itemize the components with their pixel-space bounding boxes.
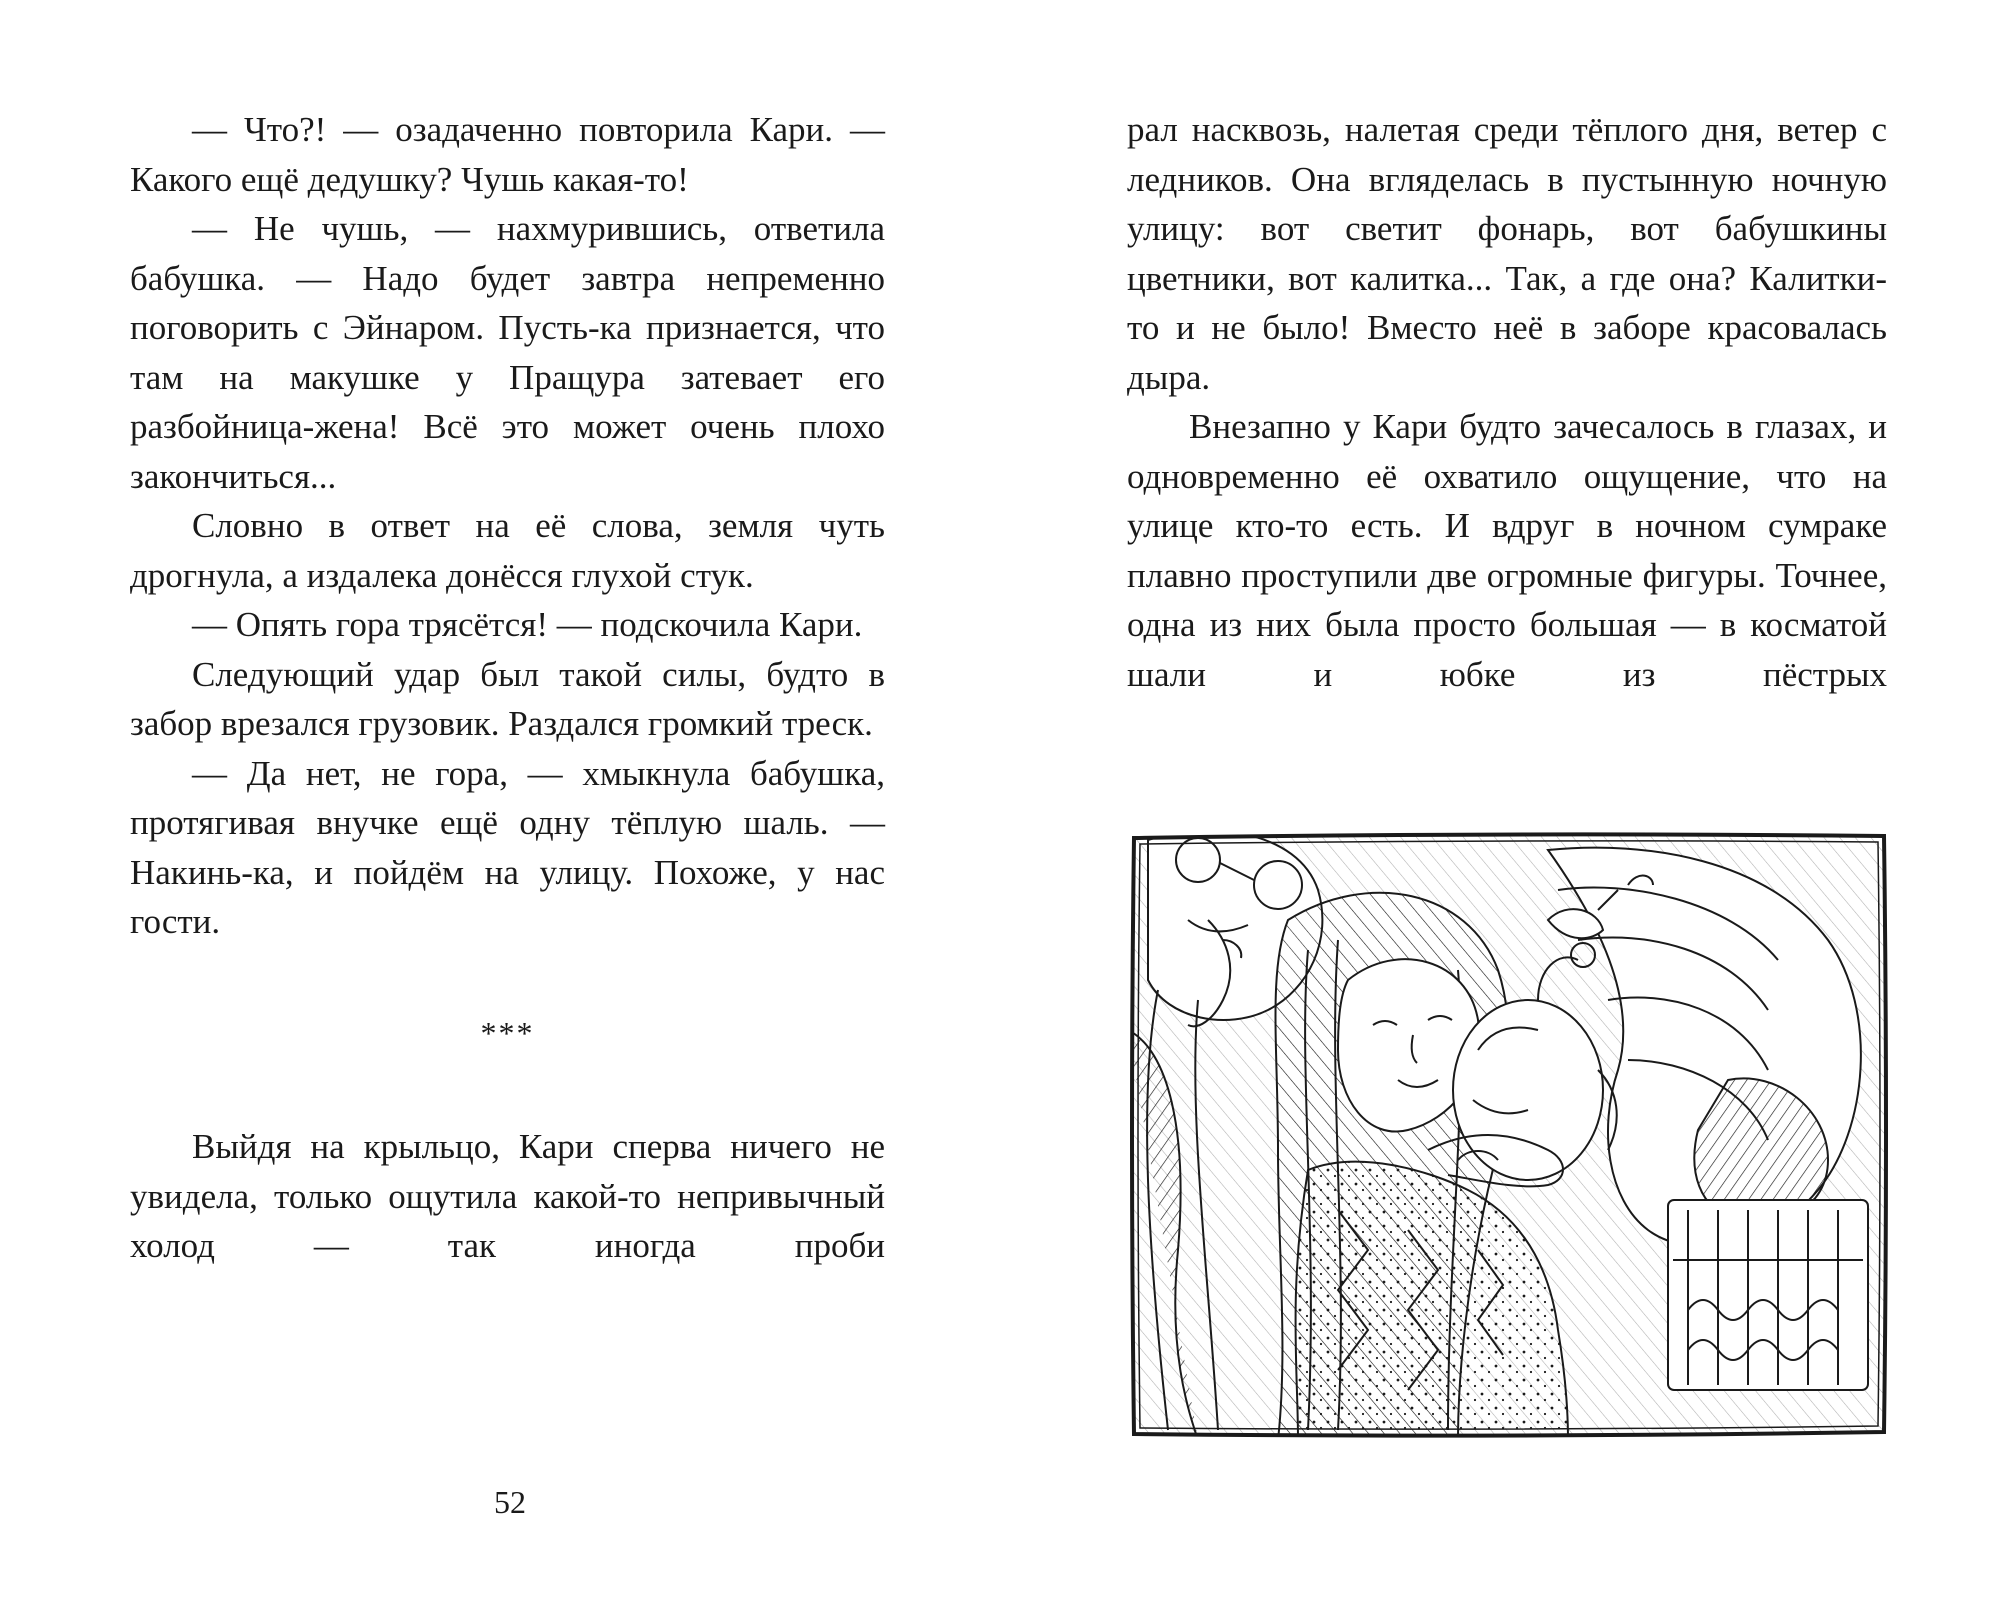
paragraph: Следующий удар был такой силы, будто в забор врезался грузовик. Раздался громкий треск. [130,654,885,743]
paragraph-continuation: рал насквозь, налетая среди тёплого дня, ветер с ледников. Она вгляделась в пустынную ночную улицу: вот светит фонарь, вот бабушкины цветники, вот калитка... Так, а где она? Калитки-то и не было! Вместо неё в заборе красовалась дыра. [1127,110,1887,397]
paragraph: — Да нет, не гора, — хмыкнула бабушка, протягивая внучке ещё одну тёплую шаль. — Накинь-ка, и пойдём на улицу. Похоже, у нас гости. [130,753,885,941]
paragraph: Выйдя на крыльцо, Кари сперва ничего не увидела, только ощутила какой-то непривычный холод — так иногда проби [130,1127,885,1265]
paragraph: — Что?! — озадаченно повторила Кари. — Какого ещё дедушку? Чушь какая-то! [130,110,885,199]
paragraph: Словно в ответ на её слова, земля чуть дрогнула, а издалека донёсся глухой стук. [130,506,885,595]
page-number: 52 [494,1484,526,1520]
right-text-column [1127,105,1887,699]
left-text-column [130,105,885,1271]
paragraph: — Не чушь, — нахмурившись, ответила бабушка. — Надо будет завтра непременно поговорить с Эйнаром. Пусть-ка признается, что там на макушке у Пращура затевает его разбойница-жена! Всё это может очень плохо закончиться... [130,209,885,496]
line-art-illustration-icon [1128,830,1890,1440]
right-page [1000,0,2000,1600]
paragraph: Внезапно у Кари будто зачесалось в глазах, и одновременно её охватило ощущение, что на улице кто-то есть. И вдруг в ночном сумраке плавно проступили две огромные фигуры. Точнее, одна из них была просто большая — в косматой шали и юбке из пёстрых [1127,407,1887,694]
illustration [1128,830,1890,1440]
section-separator: *** [480,1014,535,1051]
paragraph: — Опять гора трясётся! — подскочила Кари. [192,605,863,644]
